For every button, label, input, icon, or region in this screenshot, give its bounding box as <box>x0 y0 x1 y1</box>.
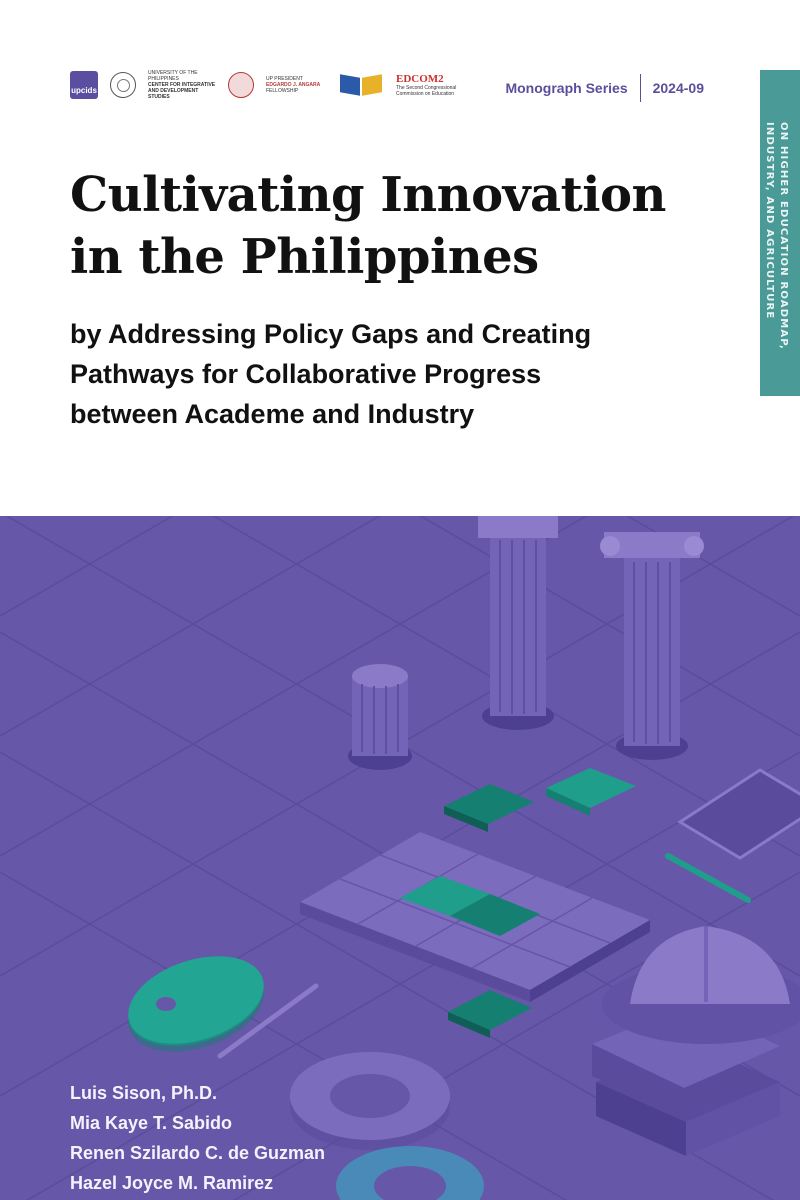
author-name: Hazel Joyce M. Ramirez <box>70 1173 274 1193</box>
column-icon <box>478 516 558 730</box>
open-book-logo-icon <box>338 72 384 98</box>
puzzle-icon <box>300 832 650 1002</box>
side-tab <box>760 70 800 396</box>
page-title: Cultivating Innovation in the Philippines <box>70 167 666 285</box>
side-tab-text: ON HIGHER EDUCATION ROADMAP, INDUSTRY, AND AGRICULTURE <box>764 122 789 351</box>
pencil-icon <box>668 856 748 900</box>
partner-logos <box>70 70 458 100</box>
series-label: Monograph Series <box>505 80 628 96</box>
angara-portrait-icon <box>228 72 254 98</box>
puzzle-icon <box>444 784 534 832</box>
column-icon <box>348 664 412 770</box>
page-subtitle: by Addressing Policy Gaps and Creating Pathways for Collaborative Progress between Academe and Industry <box>70 319 592 429</box>
upcids-logo: upcids <box>70 71 98 99</box>
author-name: Mia Kaye T. Sabido <box>70 1113 233 1133</box>
author-list <box>70 1078 325 1198</box>
gear-icon <box>336 1146 484 1200</box>
series-number: 2024-09 <box>652 80 704 96</box>
column-icon <box>600 532 704 760</box>
series-divider <box>640 74 641 102</box>
cids-logo-text: UNIVERSITY OF THE PHILIPPINES CENTER FOR INTEGRATIVE AND DEVELOPMENT STUDIES <box>148 70 216 100</box>
angara-fellowship-logo: UP PRESIDENT EDGARDO J. ANGARA FELLOWSHIP <box>266 76 321 94</box>
puzzle-icon <box>546 768 636 816</box>
edcom2-logo: EDCOM2 The Second Congressional Commission on Education <box>396 73 457 97</box>
series-info <box>505 74 704 102</box>
palette-icon <box>117 940 316 1067</box>
cover-illustration <box>0 516 800 1200</box>
hardhat-icon <box>602 926 800 1044</box>
author-name: Renen Szilardo C. de Guzman <box>70 1143 326 1163</box>
author-name: Luis Sison, Ph.D. <box>70 1083 218 1103</box>
up-seal-icon <box>110 72 136 98</box>
